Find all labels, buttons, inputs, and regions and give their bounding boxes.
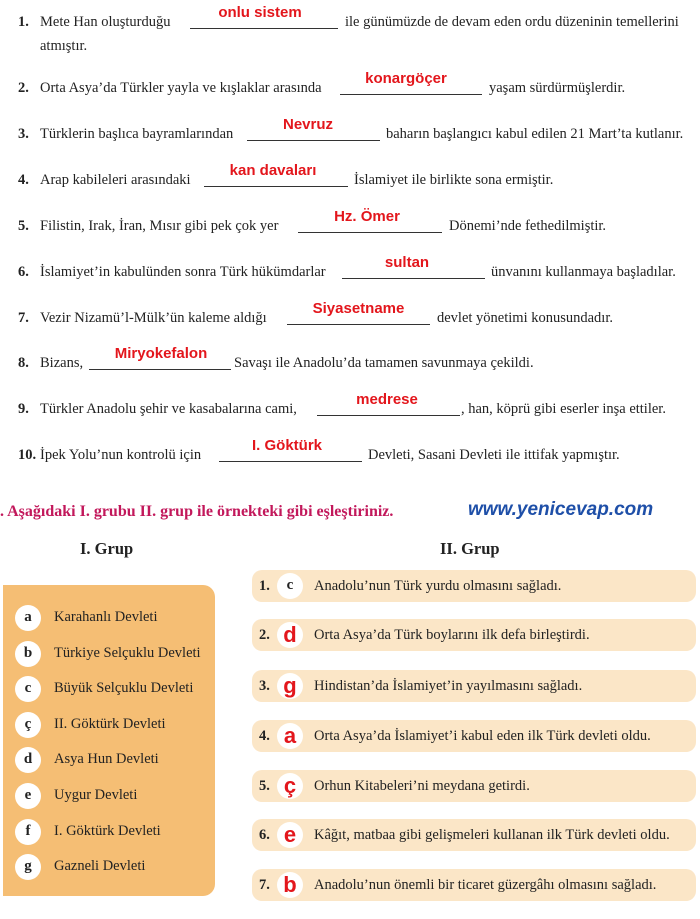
answer-blank[interactable] [342,278,485,279]
item-number: 7. [259,877,270,893]
question-number: 7. [18,310,29,326]
option-label: Asya Hun Devleti [54,751,159,767]
item-text: Orta Asya’da İslamiyet’i kabul eden ilk Türk devleti oldu. [314,728,651,744]
answer-blank[interactable] [317,415,460,416]
item-text: Orhun Kitabeleri’ni meydana getirdi. [314,778,530,794]
question-text-after: devlet yönetimi konusundadır. [437,310,613,326]
answer-blank[interactable] [340,94,482,95]
item-text: Hindistan’da İslamiyet’in yayılmasını sağladı. [314,678,583,694]
item-number: 6. [259,827,270,843]
question-8 [0,347,700,377]
option-letter: f [15,819,41,845]
question-number: 1. [18,14,29,30]
answer-blank[interactable] [89,369,231,370]
group1-panel [3,585,215,896]
question-text-before: İslamiyet’in kabulünden sonra Türk hükümdarlar [40,264,326,280]
group1-title: I. Grup [80,539,134,558]
question-4 [0,164,700,194]
group2-item-2 [252,619,696,651]
answer-blank[interactable] [190,28,338,29]
question-text-before: Bizans, [40,355,84,371]
answer-circle[interactable]: c [277,573,303,599]
question-text-before: Vezir Nizamü’l-Mülk’ün kaleme aldığı [40,310,267,326]
answer-text: Hz. Ömer [334,208,400,225]
group2-item-1 [252,570,696,602]
question-text-before: Türklerin başlıca bayramlarından [40,126,234,142]
answer-text: Nevruz [282,116,334,133]
question-text-before: İpek Yolu’nun kontrolü için [40,447,202,463]
group2-title: II. Grup [440,539,500,558]
option-label: Türkiye Selçuklu Devleti [54,645,201,661]
option-letter: b [15,641,41,667]
question-text-continued: atmıştır. [40,38,88,54]
question-text-after: Devleti, Sasani Devleti ile ittifak yapmıştır. [368,447,620,463]
question-text-before: Orta Asya’da Türkler yayla ve kışlaklar arasında [40,80,322,96]
question-text-after: ünvanını kullanmaya başladılar. [491,264,676,280]
group2-item-3 [252,670,696,702]
group2-item-5 [252,770,696,802]
option-label: Gazneli Devleti [54,858,146,874]
question-text-before: Mete Han oluşturduğu [40,14,171,30]
item-number: 5. [259,778,270,794]
answer-blank[interactable] [298,232,442,233]
option-letter: a [15,605,41,631]
option-label: Uygur Devleti [54,787,138,803]
question-text-before: Arap kabileleri arasındaki [40,172,191,188]
option-label: II. Göktürk Devleti [54,716,166,732]
answer-blank[interactable] [287,324,430,325]
answer-circle[interactable]: a [277,723,303,749]
item-number: 2. [259,627,270,643]
option-letter: g [15,854,41,880]
matching-section-title: . Aşağıdaki I. grubu II. grup ile örnekteki gibi eşleştiriniz. [0,503,394,520]
item-text: Anadolu’nun önemli bir ticaret güzergâhı olmasını sağladı. [314,877,657,893]
answer-blank[interactable] [204,186,348,187]
question-text-after: İslamiyet ile birlikte sona ermiştir. [354,172,554,188]
answer-circle[interactable]: e [277,822,303,848]
option-label: I. Göktürk Devleti [54,823,161,839]
item-text: Anadolu’nun Türk yurdu olmasını sağladı. [314,578,562,594]
answer-circle[interactable]: g [277,673,303,699]
question-10 [0,439,700,469]
item-number: 4. [259,728,270,744]
question-number: 10. [18,447,37,463]
question-text-after: ile günümüzde de devam eden ordu düzeninin temellerini [345,14,679,30]
option-label: Karahanlı Devleti [54,609,158,625]
answer-blank[interactable] [219,461,362,462]
answer-circle[interactable]: ç [277,773,303,799]
question-7 [0,302,700,332]
question-9 [0,393,700,423]
item-text: Kâğıt, matbaa gibi gelişmeleri kullanan ilk Türk devleti oldu. [314,827,670,843]
group2-item-6 [252,819,696,851]
question-1 [0,4,700,54]
question-text-after: , han, köprü gibi eserler inşa ettiler. [461,401,666,417]
question-text-after: baharın başlangıcı kabul edilen 21 Mart’ta kutlanır. [386,126,684,142]
question-text-before: Filistin, Irak, İran, Mısır gibi pek çok yer [40,218,279,234]
question-text-after: Savaşı ile Anadolu’da tamamen savunmaya çekildi. [234,355,534,371]
answer-blank[interactable] [247,140,380,141]
answer-circle[interactable]: b [277,872,303,898]
item-number: 3. [259,678,270,694]
answer-text: onlu sistem [218,4,302,21]
answer-text: kan davaları [229,162,317,179]
option-letter: e [15,783,41,809]
option-label: Büyük Selçuklu Devleti [54,680,194,696]
question-6 [0,256,700,286]
group2-item-4 [252,720,696,752]
item-text: Orta Asya’da Türk boylarını ilk defa birleştirdi. [314,627,590,643]
answer-text: Siyasetname [312,300,405,317]
answer-text: I. Göktürk [251,437,322,454]
question-number: 2. [18,80,29,96]
item-number: 1. [259,578,270,594]
question-3 [0,118,700,148]
option-letter: c [15,676,41,702]
answer-text: medrese [356,391,418,408]
question-number: 5. [18,218,29,234]
question-number: 9. [18,401,29,417]
question-number: 8. [18,355,29,371]
answer-text: sultan [384,254,430,271]
question-number: 3. [18,126,29,142]
question-number: 4. [18,172,29,188]
question-number: 6. [18,264,29,280]
answer-text: Miryokefalon [114,345,208,362]
answer-circle[interactable]: d [277,622,303,648]
option-letter: ç [15,712,41,738]
watermark-logo: www.yenicevap.com [468,499,654,520]
question-text-before: Türkler Anadolu şehir ve kasabalarına cami, [40,401,297,417]
question-5 [0,210,700,240]
question-text-after: yaşam sürdürmüşlerdir. [489,80,626,96]
question-2 [0,72,700,102]
answer-text: konargöçer [365,70,447,87]
question-text-after: Dönemi’nde fethedilmiştir. [449,218,607,234]
option-letter: d [15,747,41,773]
group2-item-7 [252,869,696,901]
